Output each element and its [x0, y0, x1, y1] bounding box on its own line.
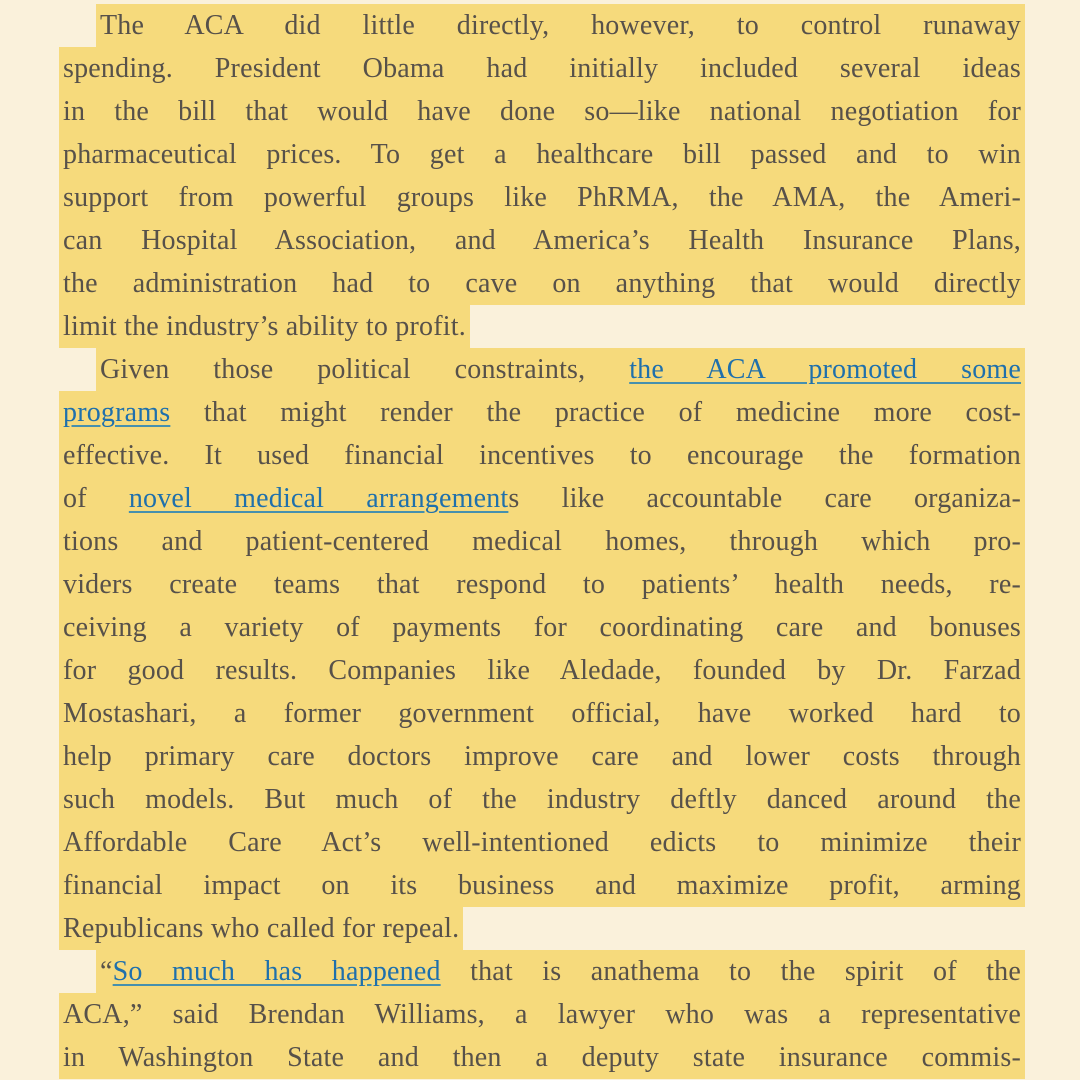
- text-line: [63, 133, 1021, 176]
- text-line: [63, 864, 1021, 907]
- text-line: [63, 606, 1021, 649]
- text-line: [63, 778, 1021, 821]
- highlight[interactable]: [59, 219, 1025, 262]
- text-segment: Affordable Care Act’s well-intentioned edicts to minimize their: [63, 827, 1021, 858]
- text-line: [63, 348, 1021, 391]
- text-line: [63, 735, 1021, 778]
- text-segment: Republicans who called for repeal.: [63, 913, 460, 944]
- highlight[interactable]: [96, 348, 1025, 391]
- paragraph: [63, 950, 1021, 1079]
- text-line: [63, 90, 1021, 133]
- text-line: [63, 821, 1021, 864]
- text-segment: the administration had to cave on anything that would directly: [63, 268, 1021, 299]
- highlight[interactable]: [59, 434, 1025, 477]
- link-novel-medical-arrangements[interactable]: novel medical arrangement: [128, 483, 509, 514]
- text-line: [63, 649, 1021, 692]
- text-segment: s like accountable care organiza-: [508, 483, 1021, 514]
- link-so-much-has-happened[interactable]: So much has happened: [112, 956, 441, 987]
- text-segment: that might render the practice of medicine more cost-: [170, 397, 1021, 428]
- text-segment: viders create teams that respond to patients’ health needs, re-: [63, 569, 1021, 600]
- highlight[interactable]: [59, 735, 1025, 778]
- highlight[interactable]: [59, 993, 1025, 1036]
- text-line: [63, 1036, 1021, 1079]
- text-segment: for good results. Companies like Aledade, founded by Dr. Farzad: [63, 655, 1021, 686]
- highlight[interactable]: [59, 391, 1025, 434]
- paragraph: [63, 4, 1021, 348]
- highlight[interactable]: [59, 692, 1025, 735]
- highlight[interactable]: [59, 262, 1025, 305]
- text-line: [63, 434, 1021, 477]
- highlight[interactable]: [59, 778, 1025, 821]
- text-segment: spending. President Obama had initially included several ideas: [63, 53, 1021, 84]
- text-segment: effective. It used financial incentives to encourage the formation: [63, 440, 1021, 471]
- text-segment: that is anathema to the spirit of the: [440, 956, 1021, 987]
- link-aca-promoted-some-programs[interactable]: the ACA promoted some: [629, 354, 1022, 385]
- highlight[interactable]: [59, 176, 1025, 219]
- text-line: [63, 4, 1021, 47]
- link-aca-promoted-some-programs[interactable]: programs: [63, 397, 171, 428]
- text-segment: can Hospital Association, and America’s Health Insurance Plans,: [63, 225, 1021, 256]
- text-segment: ceiving a variety of payments for coordinating care and bonuses: [63, 612, 1021, 643]
- text-line: [63, 262, 1021, 305]
- highlight[interactable]: [59, 305, 470, 348]
- text-line: [63, 305, 1021, 348]
- text-line: [63, 47, 1021, 90]
- text-line: [63, 563, 1021, 606]
- text-line: [63, 520, 1021, 563]
- text-line: [63, 950, 1021, 993]
- highlight[interactable]: [59, 520, 1025, 563]
- paragraph: [63, 348, 1021, 950]
- text-segment: such models. But much of the industry deftly danced around the: [63, 784, 1021, 815]
- text-line: [63, 219, 1021, 262]
- text-line: [63, 477, 1021, 520]
- text-line: [63, 176, 1021, 219]
- text-segment: in Washington State and then a deputy state insurance commis-: [63, 1042, 1021, 1073]
- highlight[interactable]: [59, 133, 1025, 176]
- text-segment: Given those political constraints,: [100, 354, 630, 385]
- highlight[interactable]: [59, 1036, 1025, 1079]
- highlight[interactable]: [59, 606, 1025, 649]
- text-segment: financial impact on its business and maximize profit, arming: [63, 870, 1021, 901]
- text-segment: ACA,” said Brendan Williams, a lawyer who was a representative: [63, 999, 1021, 1030]
- text-segment: support from powerful groups like PhRMA, the AMA, the Ameri-: [63, 182, 1021, 213]
- highlight[interactable]: [59, 864, 1025, 907]
- highlight[interactable]: [59, 907, 463, 950]
- highlight[interactable]: [59, 821, 1025, 864]
- text-segment: The ACA did little directly, however, to control runaway: [100, 10, 1021, 41]
- text-segment: Mostashari, a former government official, have worked hard to: [63, 698, 1021, 729]
- text-segment: help primary care doctors improve care and lower costs through: [63, 741, 1021, 772]
- highlight[interactable]: [59, 563, 1025, 606]
- text-segment: limit the industry’s ability to profit.: [63, 311, 466, 342]
- highlight[interactable]: [59, 649, 1025, 692]
- text-line: [63, 391, 1021, 434]
- text-segment: of: [63, 483, 129, 514]
- highlight[interactable]: [59, 90, 1025, 133]
- highlight[interactable]: [96, 4, 1025, 47]
- text-segment: tions and patient-centered medical homes, through which pro-: [63, 526, 1021, 557]
- text-line: [63, 692, 1021, 735]
- highlight[interactable]: [96, 950, 1025, 993]
- text-segment: in the bill that would have done so—like national negotiation for: [63, 96, 1021, 127]
- text-segment: pharmaceutical prices. To get a healthcare bill passed and to win: [63, 139, 1021, 170]
- text-line: [63, 993, 1021, 1036]
- text-line: [63, 907, 1021, 950]
- highlight[interactable]: [59, 47, 1025, 90]
- text-segment: “: [100, 956, 113, 987]
- highlight[interactable]: [59, 477, 1025, 520]
